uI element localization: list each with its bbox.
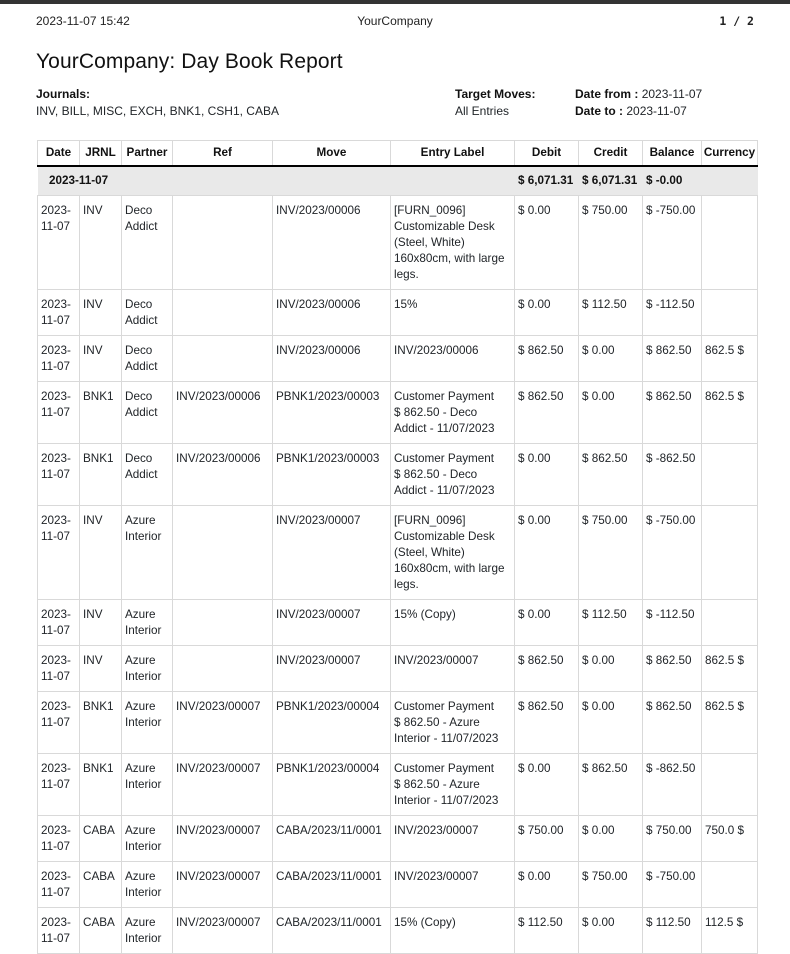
- cell-date: 2023-11-07: [38, 908, 80, 954]
- column-header-entry-label: Entry Label: [391, 141, 515, 167]
- cell-jrnl: CABA: [80, 816, 122, 862]
- cell-entry-label: 15% (Copy): [391, 600, 515, 646]
- cell-partner: Deco Addict: [122, 444, 173, 506]
- cell-date: 2023-11-07: [38, 444, 80, 506]
- cell-credit: $ 862.50: [579, 444, 643, 506]
- cell-balance: $ -862.50: [643, 754, 702, 816]
- cell-date: 2023-11-07: [38, 506, 80, 600]
- cell-date: 2023-11-07: [38, 290, 80, 336]
- table-row: [38, 862, 758, 908]
- cell-currency: [702, 506, 758, 600]
- cell-debit: $ 0.00: [515, 754, 579, 816]
- cell-credit: $ 750.00: [579, 196, 643, 290]
- cell-balance: $ -112.50: [643, 290, 702, 336]
- table-row: [38, 336, 758, 382]
- daybook-table: [37, 140, 758, 954]
- cell-partner: Deco Addict: [122, 290, 173, 336]
- cell-partner: Azure Interior: [122, 506, 173, 600]
- group-credit-total: $ 6,071.31: [579, 166, 643, 196]
- cell-balance: $ 112.50: [643, 908, 702, 954]
- cell-partner: Azure Interior: [122, 646, 173, 692]
- cell-move: INV/2023/00007: [273, 646, 391, 692]
- cell-ref: INV/2023/00007: [173, 816, 273, 862]
- cell-debit: $ 862.50: [515, 646, 579, 692]
- cell-entry-label: Customer Payment $ 862.50 - Deco Addict - 11/07/2023: [391, 444, 515, 506]
- column-header-move: Move: [273, 141, 391, 167]
- group-currency-total: [702, 166, 758, 196]
- cell-entry-label: Customer Payment $ 862.50 - Azure Interior - 11/07/2023: [391, 754, 515, 816]
- cell-credit: $ 0.00: [579, 692, 643, 754]
- cell-entry-label: [FURN_0096] Customizable Desk (Steel, White) 160x80cm, with large legs.: [391, 196, 515, 290]
- column-header-ref: Ref: [173, 141, 273, 167]
- cell-entry-label: Customer Payment $ 862.50 - Azure Interior - 11/07/2023: [391, 692, 515, 754]
- cell-partner: Deco Addict: [122, 196, 173, 290]
- cell-move: INV/2023/00006: [273, 196, 391, 290]
- cell-entry-label: INV/2023/00007: [391, 646, 515, 692]
- cell-debit: $ 112.50: [515, 908, 579, 954]
- cell-ref: INV/2023/00006: [173, 444, 273, 506]
- cell-move: INV/2023/00007: [273, 600, 391, 646]
- cell-currency: [702, 444, 758, 506]
- cell-currency: 750.0 $: [702, 816, 758, 862]
- table-header: [38, 141, 758, 167]
- cell-ref: INV/2023/00007: [173, 692, 273, 754]
- cell-currency: 862.5 $: [702, 692, 758, 754]
- header-row: [38, 141, 758, 167]
- cell-debit: $ 862.50: [515, 692, 579, 754]
- cell-move: PBNK1/2023/00003: [273, 444, 391, 506]
- column-header-date: Date: [38, 141, 80, 167]
- cell-credit: $ 750.00: [579, 506, 643, 600]
- cell-entry-label: INV/2023/00007: [391, 862, 515, 908]
- cell-debit: $ 0.00: [515, 290, 579, 336]
- cell-currency: [702, 862, 758, 908]
- cell-ref: [173, 506, 273, 600]
- page-header: [0, 4, 790, 28]
- cell-balance: $ -750.00: [643, 862, 702, 908]
- cell-date: 2023-11-07: [38, 692, 80, 754]
- column-header-partner: Partner: [122, 141, 173, 167]
- cell-balance: $ 862.50: [643, 382, 702, 444]
- cell-partner: Azure Interior: [122, 600, 173, 646]
- table-row: [38, 646, 758, 692]
- cell-credit: $ 0.00: [579, 816, 643, 862]
- cell-credit: $ 0.00: [579, 908, 643, 954]
- group-total-row: [38, 166, 758, 196]
- cell-entry-label: INV/2023/00007: [391, 816, 515, 862]
- cell-jrnl: INV: [80, 600, 122, 646]
- cell-jrnl: BNK1: [80, 444, 122, 506]
- cell-currency: 862.5 $: [702, 336, 758, 382]
- cell-entry-label: [FURN_0096] Customizable Desk (Steel, White) 160x80cm, with large legs.: [391, 506, 515, 600]
- cell-currency: 862.5 $: [702, 646, 758, 692]
- cell-ref: [173, 600, 273, 646]
- cell-ref: [173, 290, 273, 336]
- cell-balance: $ 862.50: [643, 692, 702, 754]
- date-from-line: [575, 86, 754, 103]
- cell-date: 2023-11-07: [38, 816, 80, 862]
- table-row: [38, 382, 758, 444]
- cell-jrnl: BNK1: [80, 382, 122, 444]
- date-to-value: 2023-11-07: [626, 104, 687, 118]
- target-moves-block: [455, 86, 575, 120]
- cell-debit: $ 750.00: [515, 816, 579, 862]
- cell-currency: [702, 290, 758, 336]
- cell-jrnl: CABA: [80, 908, 122, 954]
- cell-date: 2023-11-07: [38, 336, 80, 382]
- cell-debit: $ 0.00: [515, 196, 579, 290]
- cell-debit: $ 862.50: [515, 336, 579, 382]
- date-to-label: Date to :: [575, 104, 623, 118]
- table-row: [38, 290, 758, 336]
- cell-date: 2023-11-07: [38, 862, 80, 908]
- cell-move: INV/2023/00006: [273, 290, 391, 336]
- cell-balance: $ 862.50: [643, 336, 702, 382]
- company-name: YourCompany: [357, 14, 433, 28]
- cell-jrnl: INV: [80, 196, 122, 290]
- cell-ref: INV/2023/00007: [173, 754, 273, 816]
- cell-move: PBNK1/2023/00003: [273, 382, 391, 444]
- cell-move: PBNK1/2023/00004: [273, 754, 391, 816]
- cell-balance: $ -862.50: [643, 444, 702, 506]
- cell-jrnl: INV: [80, 506, 122, 600]
- cell-jrnl: BNK1: [80, 754, 122, 816]
- cell-currency: [702, 600, 758, 646]
- cell-jrnl: CABA: [80, 862, 122, 908]
- column-header-jrnl: JRNL: [80, 141, 122, 167]
- date-from-value: 2023-11-07: [641, 87, 703, 101]
- date-from-label: Date from :: [575, 87, 639, 101]
- table-row: [38, 444, 758, 506]
- cell-jrnl: BNK1: [80, 692, 122, 754]
- table-row: [38, 600, 758, 646]
- table-row: [38, 754, 758, 816]
- cell-date: 2023-11-07: [38, 600, 80, 646]
- group-balance-total: $ -0.00: [643, 166, 702, 196]
- column-header-debit: Debit: [515, 141, 579, 167]
- table-row: [38, 816, 758, 862]
- cell-jrnl: INV: [80, 646, 122, 692]
- cell-date: 2023-11-07: [38, 646, 80, 692]
- cell-credit: $ 862.50: [579, 754, 643, 816]
- cell-currency: [702, 196, 758, 290]
- cell-move: CABA/2023/11/0001: [273, 816, 391, 862]
- cell-move: CABA/2023/11/0001: [273, 908, 391, 954]
- cell-ref: [173, 196, 273, 290]
- cell-move: PBNK1/2023/00004: [273, 692, 391, 754]
- journals-label: Journals:: [36, 87, 91, 101]
- cell-debit: $ 0.00: [515, 506, 579, 600]
- cell-ref: INV/2023/00006: [173, 382, 273, 444]
- cell-balance: $ -750.00: [643, 506, 702, 600]
- date-to-line: [575, 103, 754, 120]
- page-indicator: 1 / 2: [719, 14, 754, 28]
- cell-credit: $ 750.00: [579, 862, 643, 908]
- cell-credit: $ 0.00: [579, 382, 643, 444]
- cell-partner: Azure Interior: [122, 754, 173, 816]
- cell-credit: $ 112.50: [579, 600, 643, 646]
- cell-partner: Deco Addict: [122, 382, 173, 444]
- column-header-currency: Currency: [702, 141, 758, 167]
- cell-partner: Azure Interior: [122, 692, 173, 754]
- cell-move: INV/2023/00006: [273, 336, 391, 382]
- cell-ref: INV/2023/00007: [173, 862, 273, 908]
- cell-move: CABA/2023/11/0001: [273, 862, 391, 908]
- cell-partner: Azure Interior: [122, 862, 173, 908]
- cell-partner: Azure Interior: [122, 908, 173, 954]
- table-row: [38, 692, 758, 754]
- cell-date: 2023-11-07: [38, 754, 80, 816]
- cell-balance: $ -112.50: [643, 600, 702, 646]
- cell-partner: Azure Interior: [122, 816, 173, 862]
- cell-credit: $ 0.00: [579, 336, 643, 382]
- cell-credit: $ 0.00: [579, 646, 643, 692]
- cell-date: 2023-11-07: [38, 196, 80, 290]
- cell-entry-label: Customer Payment $ 862.50 - Deco Addict - 11/07/2023: [391, 382, 515, 444]
- cell-jrnl: INV: [80, 290, 122, 336]
- cell-debit: $ 0.00: [515, 600, 579, 646]
- group-debit-total: $ 6,071.31: [515, 166, 579, 196]
- cell-move: INV/2023/00007: [273, 506, 391, 600]
- target-moves-value: All Entries: [455, 104, 510, 118]
- cell-balance: $ 750.00: [643, 816, 702, 862]
- table-row: [38, 196, 758, 290]
- column-header-balance: Balance: [643, 141, 702, 167]
- cell-currency: 862.5 $: [702, 382, 758, 444]
- cell-debit: $ 0.00: [515, 444, 579, 506]
- cell-debit: $ 862.50: [515, 382, 579, 444]
- table-row: [38, 908, 758, 954]
- cell-debit: $ 0.00: [515, 862, 579, 908]
- cell-date: 2023-11-07: [38, 382, 80, 444]
- cell-balance: $ -750.00: [643, 196, 702, 290]
- journals-block: [36, 86, 455, 120]
- cell-entry-label: 15% (Copy): [391, 908, 515, 954]
- print-datetime: 2023-11-07 15:42: [36, 14, 130, 28]
- cell-entry-label: 15%: [391, 290, 515, 336]
- journals-value: INV, BILL, MISC, EXCH, BNK1, CSH1, CABA: [36, 104, 279, 118]
- date-range-block: [575, 86, 754, 120]
- column-header-credit: Credit: [579, 141, 643, 167]
- cell-partner: Deco Addict: [122, 336, 173, 382]
- cell-ref: INV/2023/00007: [173, 908, 273, 954]
- filters-row: [36, 86, 754, 120]
- cell-jrnl: INV: [80, 336, 122, 382]
- table-row: [38, 506, 758, 600]
- cell-entry-label: INV/2023/00006: [391, 336, 515, 382]
- cell-currency: 112.5 $: [702, 908, 758, 954]
- cell-ref: [173, 336, 273, 382]
- cell-ref: [173, 646, 273, 692]
- cell-currency: [702, 754, 758, 816]
- cell-balance: $ 862.50: [643, 646, 702, 692]
- cell-credit: $ 112.50: [579, 290, 643, 336]
- table-body: [38, 166, 758, 954]
- report-title: YourCompany: Day Book Report: [36, 50, 343, 73]
- group-date: 2023-11-07: [38, 166, 515, 196]
- target-moves-label: Target Moves:: [455, 87, 536, 101]
